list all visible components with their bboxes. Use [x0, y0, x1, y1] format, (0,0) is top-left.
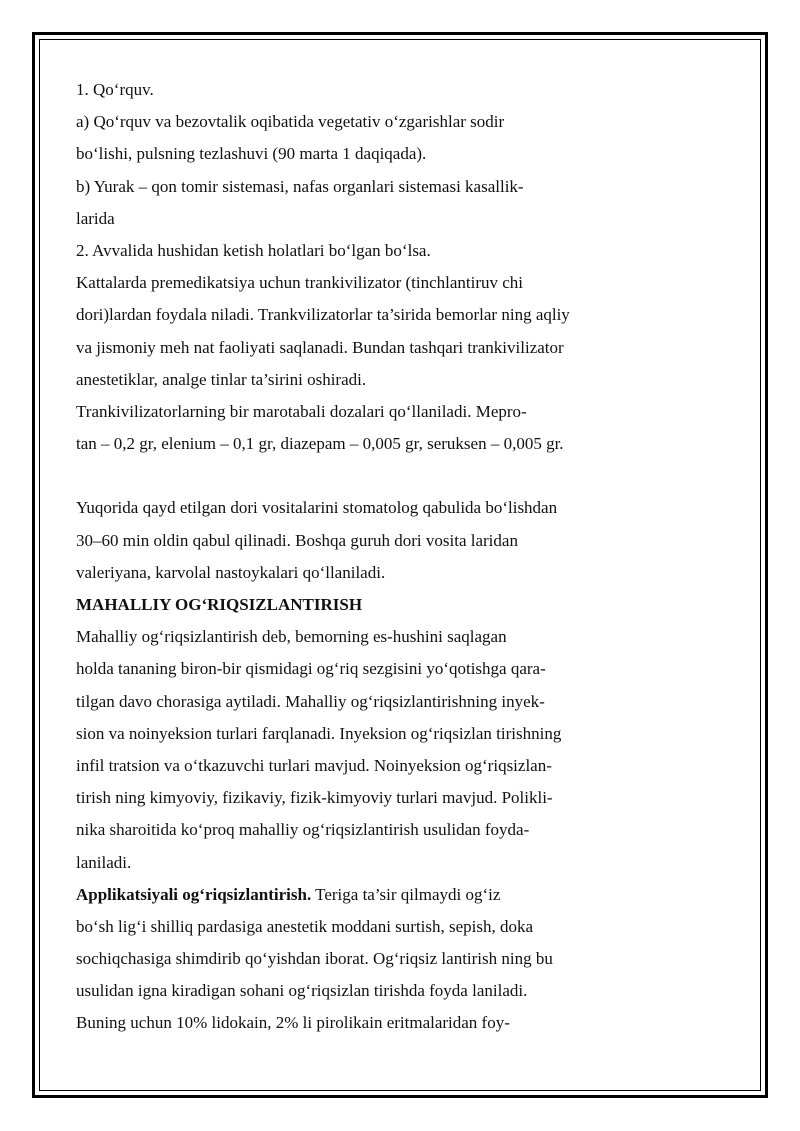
text-line: bo‘sh lig‘i shilliq pardasiga anestetik moddani surtish, sepish, doka: [76, 916, 534, 936]
text-line: a) Qo‘rquv va bezovtalik oqibatida vegetativ o‘zgarishlar sodir: [76, 112, 505, 132]
text-line: b) Yurak – qon tomir sistemasi, nafas organlari sistemasi kasallik-: [76, 176, 524, 196]
applikatsiya-paragraph-start: [76, 879, 736, 911]
text-line: 2. Avvalida hushidan ketish holatlari bo‘lgan bo‘lsa.: [76, 240, 431, 260]
applikatsiya-heading: Applikatsiyali og‘riqsizlantirish.: [76, 884, 312, 904]
text-line: tilgan davo chorasiga aytiladi. Mahalliy og‘riqsizlantirishning inyek-: [76, 691, 545, 711]
text-line: anestetiklar, analge tinlar ta’sirini oshiradi.: [76, 369, 367, 389]
text-line: 1. Qo‘rquv.: [76, 80, 154, 99]
applikatsiya-text: Teriga ta’sir qilmaydi og‘iz: [311, 884, 501, 904]
text-line: sion va noinyeksion turlari farqlanadi. Inyeksion og‘riqsizlan tirishning: [76, 723, 562, 743]
text-line: sochiqchasiga shimdirib qo‘yishdan iborat. Og‘riqsiz lantirish ning bu: [76, 949, 553, 969]
text-line: Mahalliy og‘riqsizlantirish deb, bemorning es-hushini saqlagan: [76, 627, 507, 647]
text-line: Yuqorida qayd etilgan dori vositalarini stomatolog qabulida bo‘lishdan: [76, 498, 558, 518]
document-body: [76, 74, 736, 1040]
text-line: laniladi.: [76, 852, 132, 872]
text-line: Kattalarda premedikatsiya uchun trankivilizator (tinchlantiruv chi: [76, 273, 524, 293]
text-line: va jismoniy meh nat faoliyati saqlanadi. Bundan tashqari trankivilizator: [76, 337, 564, 357]
text-line: 30–60 min oldin qabul qilinadi. Boshqa guruh dori vosita laridan: [76, 530, 518, 550]
text-line: bo‘lishi, pulsning tezlashuvi (90 marta 1 daqiqada).: [76, 144, 427, 164]
text-line: valeriyana, karvolal nastoykalari qo‘llaniladi.: [76, 562, 386, 582]
text-line: tan – 0,2 gr, elenium – 0,1 gr, diazepam – 0,005 gr, seruksen – 0,005 gr.: [76, 434, 564, 454]
text-line: Trankivilizatorlarning bir marotabali dozalari qo‘llaniladi. Mepro-: [76, 401, 527, 421]
text-line: nika sharoitida ko‘proq mahalliy og‘riqsizlantirish usulidan foyda-: [76, 820, 530, 840]
blank-line: [76, 460, 736, 492]
text-line: tirish ning kimyoviy, fizikaviy, fizik-kimyoviy turlari mavjud. Polikli-: [76, 788, 553, 808]
text-line: larida: [76, 208, 115, 228]
text-line: usulidan igna kiradigan sohani og‘riqsizlan tirishda foyda laniladi.: [76, 981, 528, 1001]
text-line: Buning uchun 10% lidokain, 2% li pirolikain eritmalaridan foy-: [76, 1013, 510, 1033]
text-line: infil tratsion va o‘tkazuvchi turlari mavjud. Noinyeksion og‘riqsizlan-: [76, 755, 552, 775]
text-line: dori)lardan foydala niladi. Trankvilizatorlar ta’sirida bemorlar ning aqliy: [76, 305, 570, 325]
text-line: holda tananing biron-bir qismidagi og‘riq sezgisini yo‘qotishga qara-: [76, 659, 546, 679]
section-heading: MAHALLIY OG‘RIQSIZLANTIRISH: [76, 595, 363, 614]
